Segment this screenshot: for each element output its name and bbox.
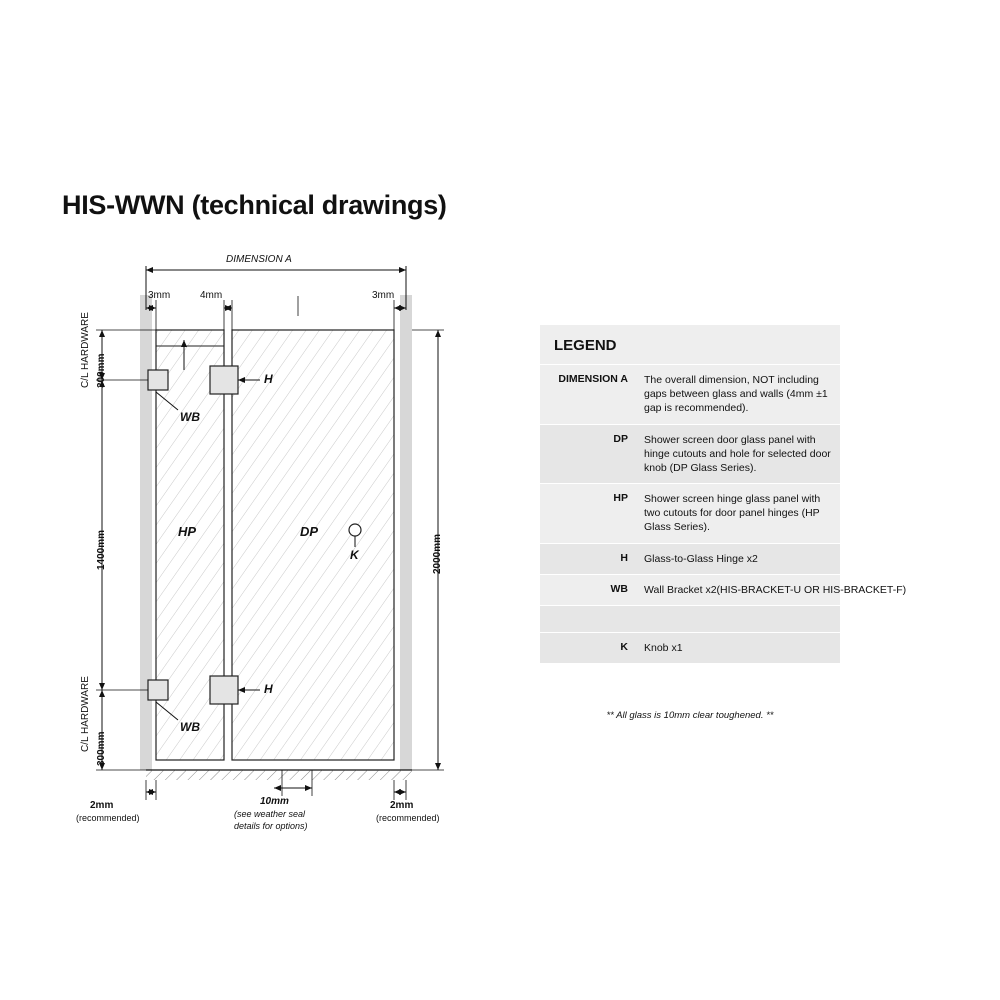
bottom-left-value: 2mm	[90, 800, 114, 811]
bottom-right-value: 2mm	[390, 800, 414, 811]
panel-hp-label: HP	[178, 524, 197, 539]
bottom-center-value: 10mm	[260, 796, 289, 807]
legend-title: LEGEND	[540, 325, 840, 365]
legend-row	[540, 575, 907, 606]
gap-right-label: 3mm	[372, 290, 395, 301]
bottom-hardware-cl-label: C/L HARDWARE	[80, 676, 91, 752]
legend-row	[540, 425, 840, 485]
top-hardware-dim-label: 300mm	[96, 353, 107, 388]
bottom-hardware-dim-label: 300mm	[96, 731, 107, 766]
wall-bracket-marker-top: WB	[180, 410, 200, 424]
overall-height-label: 2000mm	[432, 533, 443, 574]
legend-desc: Glass-to-Glass Hinge x2	[644, 552, 758, 565]
legend-row	[540, 484, 840, 544]
bottom-left-note: (recommended)	[76, 813, 140, 823]
bottom-center-note-2: details for options)	[234, 821, 308, 831]
legend-key: DP	[613, 432, 628, 445]
page-title: HIS-WWN (technical drawings)	[62, 190, 447, 220]
technical-drawing	[60, 240, 520, 840]
bottom-center-note-1: (see weather seal	[234, 809, 306, 819]
legend-desc: Shower screen hinge glass panel with two cutouts for door panel hinges (HP Glass Series).	[644, 493, 821, 534]
wall-bracket-marker-bottom: WB	[180, 720, 200, 734]
legend-desc: The overall dimension, NOT including gaps between glass and walls (4mm ±1 gap is recommended).	[644, 374, 828, 415]
bottom-right-note: (recommended)	[376, 813, 440, 823]
legend-key-empty	[540, 606, 636, 632]
legend-row	[540, 365, 840, 425]
legend-key: WB	[610, 582, 628, 595]
legend-panel	[540, 325, 907, 664]
knob-marker: K	[350, 548, 359, 562]
legend-desc: Knob x1	[644, 641, 683, 654]
legend-desc: Wall Bracket x2(HIS-BRACKET-U OR HIS-BRACKET-F)	[644, 583, 907, 596]
legend-row	[540, 633, 840, 664]
hinge-marker-bottom: H	[264, 682, 273, 696]
drawing-svg	[60, 240, 520, 840]
legend-desc: Shower screen door glass panel with hinge cutouts and hole for selected door knob (DP Glass Series).	[644, 433, 831, 474]
legend-key: K	[620, 640, 628, 653]
legend-note: ** All glass is 10mm clear toughened. **	[606, 710, 774, 721]
legend-key: H	[620, 551, 628, 564]
legend-key: HP	[613, 492, 628, 505]
legend-row-spacer	[540, 606, 840, 633]
legend-row	[540, 544, 840, 575]
legend-key: DIMENSION A	[558, 373, 628, 385]
hinge-marker-top: H	[264, 372, 273, 386]
gap-left-label: 3mm	[148, 290, 171, 301]
top-hardware-cl-label: C/L HARDWARE	[80, 312, 91, 388]
legend-desc-empty	[636, 606, 650, 628]
dimension-a-label: DIMENSION A	[226, 254, 292, 265]
panel-dp-label: DP	[300, 524, 319, 539]
gap-mid-label: 4mm	[200, 290, 223, 301]
mid-dim-label: 1400mm	[96, 529, 107, 570]
